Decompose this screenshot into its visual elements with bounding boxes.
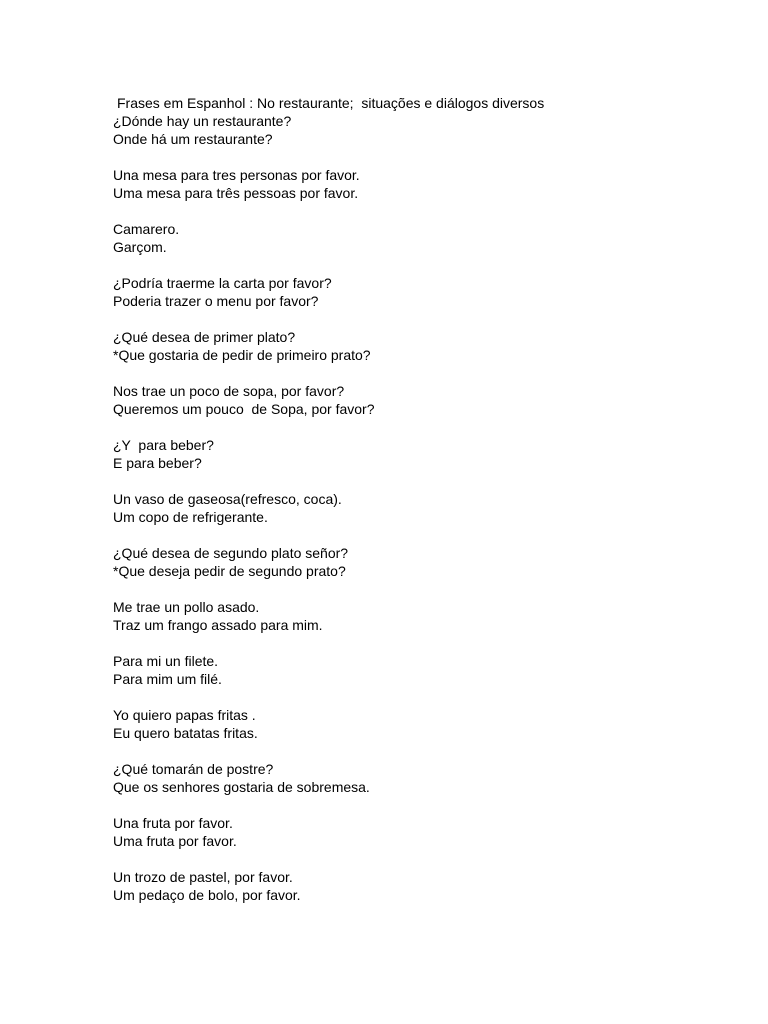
- portuguese-translation: *Que gostaria de pedir de primeiro prato?: [113, 347, 371, 363]
- portuguese-translation: Queremos um pouco de Sopa, por favor?: [113, 401, 375, 417]
- spanish-phrase: Un vaso de gaseosa(refresco, coca).: [113, 491, 342, 507]
- phrase-pair-3: [113, 220, 733, 256]
- spanish-phrase: Una fruta por favor.: [113, 815, 233, 831]
- phrase-pair-14: [113, 814, 733, 850]
- phrase-pair-15: [113, 868, 733, 904]
- portuguese-translation: Um pedaço de bolo, por favor.: [113, 887, 301, 903]
- spanish-phrase: ¿Podría traerme la carta por favor?: [113, 275, 332, 291]
- portuguese-translation: Poderia trazer o menu por favor?: [113, 293, 319, 309]
- portuguese-translation: E para beber?: [113, 455, 202, 471]
- document-page: [113, 94, 733, 922]
- spanish-phrase: ¿Qué desea de segundo plato señor?: [113, 545, 349, 561]
- spanish-phrase: Para mi un filete.: [113, 653, 219, 669]
- spanish-phrase: Camarero.: [113, 221, 180, 237]
- spanish-phrase: Me trae un pollo asado.: [113, 599, 260, 615]
- portuguese-translation: Uma mesa para três pessoas por favor.: [113, 185, 359, 201]
- portuguese-translation: Eu quero batatas fritas.: [113, 725, 258, 741]
- document-title: Frases em Espanhol : No restaurante; situações e diálogos diversos: [117, 95, 545, 111]
- portuguese-translation: Traz um frango assado para mim.: [113, 617, 323, 633]
- spanish-phrase: Nos trae un poco de sopa, por favor?: [113, 383, 345, 399]
- spanish-phrase: Yo quiero papas fritas .: [113, 707, 256, 723]
- phrase-pair-9: [113, 544, 733, 580]
- phrase-pair-2: [113, 166, 733, 202]
- phrase-pair-1: [113, 112, 733, 148]
- phrase-pair-5: [113, 328, 733, 364]
- spanish-phrase: ¿Qué desea de primer plato?: [113, 329, 296, 345]
- phrase-pair-10: [113, 598, 733, 634]
- phrase-pair-12: [113, 706, 733, 742]
- portuguese-translation: Onde há um restaurante?: [113, 131, 273, 147]
- portuguese-translation: Que os senhores gostaria de sobremesa.: [113, 779, 370, 795]
- phrase-pair-7: [113, 436, 733, 472]
- portuguese-translation: Um copo de refrigerante.: [113, 509, 268, 525]
- phrase-pair-11: [113, 652, 733, 688]
- portuguese-translation: *Que deseja pedir de segundo prato?: [113, 563, 346, 579]
- spanish-phrase: Un trozo de pastel, por favor.: [113, 869, 293, 885]
- portuguese-translation: Uma fruta por favor.: [113, 833, 237, 849]
- spanish-phrase: ¿Qué tomarán de postre?: [113, 761, 274, 777]
- phrase-pair-6: [113, 382, 733, 418]
- phrase-pair-8: [113, 490, 733, 526]
- spanish-phrase: ¿Dónde hay un restaurante?: [113, 113, 292, 129]
- phrase-pair-4: [113, 274, 733, 310]
- spanish-phrase: ¿Y para beber?: [113, 437, 214, 453]
- spanish-phrase: Una mesa para tres personas por favor.: [113, 167, 360, 183]
- phrase-pair-13: [113, 760, 733, 796]
- portuguese-translation: Para mim um filé.: [113, 671, 222, 687]
- portuguese-translation: Garçom.: [113, 239, 167, 255]
